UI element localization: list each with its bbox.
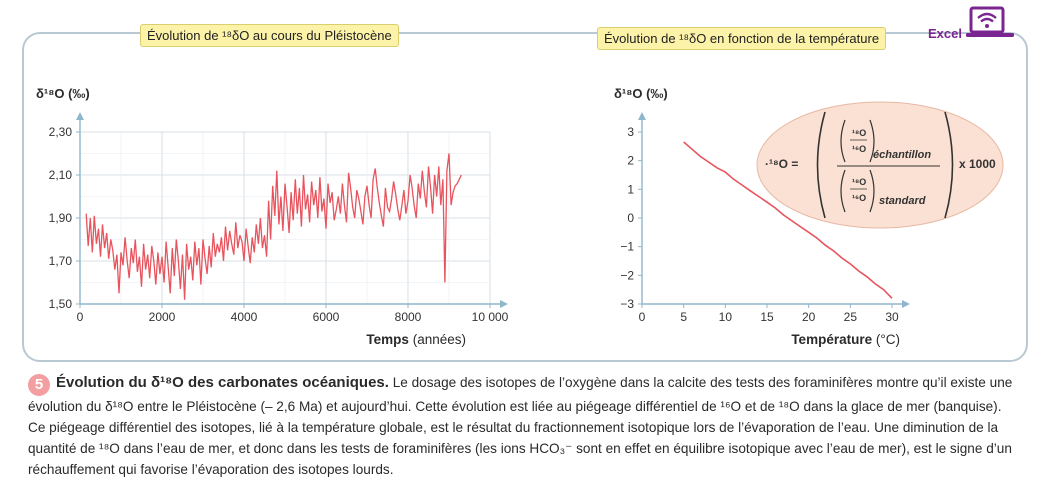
chart-2-x-tick-label: 5 (680, 310, 688, 324)
chart-1-y-tick-label: 1,70 (48, 254, 72, 268)
chart-1-x-axis-arrow (500, 300, 508, 308)
figure-number-badge: 5 (28, 374, 50, 396)
chart-2-x-tick-label: 0 (638, 310, 646, 324)
chart-2-y-tick-label: 1 (627, 182, 634, 197)
chart-1-x-tick-label: 10 000 (471, 310, 509, 324)
chart-1-series-line (86, 154, 461, 300)
chart-1-x-tick-label: 0 (76, 310, 84, 324)
formula-top-den: ¹⁶O (852, 144, 867, 154)
chart-1-y-tick-label: 1,90 (48, 211, 72, 225)
formula-bottom-den: ¹⁶O (852, 193, 867, 203)
formula-suffix: x 1000 (959, 157, 996, 171)
caption-body-1: Le dosage des isotopes de l’oxygène dans la calcite des tests des foraminifères montre qu’il existe une évolution du δ¹⁸O entre le Pléistocène (– 2,6 Ma) et aujourd’hui. Cette évolution est liée au piégeage différentiel de ¹⁶O et de ¹⁸O dans la glace de mer (banquise). Ce piégeage différentiel des isotopes, lié à la température globale, est le résultat du fractionnement isotopique lors de l’évaporation de l’eau. Une diminution de la quantité de ¹⁸O dans l’eau de mer, et donc dans les tests de foraminifères (les ions (28, 375, 1013, 456)
chart-1-ylabel: δ¹⁸O (‰) (36, 86, 90, 101)
chart-2-xlabel-group (791, 332, 900, 347)
chart-1-y-tick-label: 2,10 (48, 168, 72, 182)
chart-2-xlabel: Température (791, 332, 873, 347)
chart-2-x-axis-arrow (902, 300, 910, 308)
chart-1-title: Évolution de ¹⁸δO au cours du Pléistocène (140, 24, 399, 47)
chart-2-y-tick-label: 2 (627, 153, 634, 168)
formula-prefix: ·¹⁸O = (765, 157, 799, 171)
laptop-wifi-icon[interactable] (966, 6, 1016, 42)
chart-2-x-tick-label: 15 (760, 310, 774, 324)
chart-2-xlabel-unit: (°C) (875, 332, 900, 347)
caption-body-2: sont en effet en équilibre isotopique avec l’eau de mer), est le signe d’un réchauffement qui favorise l’évaporation des isotopes lourds. (28, 441, 1012, 477)
excel-label[interactable]: Excel (928, 26, 962, 41)
chart-2-y-axis-arrow (638, 112, 646, 120)
chart-1 (0, 20, 520, 350)
chart-1-y-axis-arrow (76, 112, 84, 120)
chart-2-title: Évolution de ¹⁸δO en fonction de la température (597, 27, 886, 50)
chart-1-xlabel-unit: (années) (412, 332, 466, 347)
chart-2-x-tick-label: 20 (801, 310, 816, 324)
chart-1-y-tick-label: 2,30 (48, 125, 72, 139)
chart-1-y-tick-label: 1,50 (48, 297, 72, 311)
formula-bubble (755, 100, 1005, 230)
chart-2-y-tick-label: −3 (620, 297, 634, 311)
chart-2-x-tick-label: 30 (885, 310, 899, 324)
chart-2-y-tick-label: 3 (627, 125, 634, 139)
caption-title: Évolution du δ¹⁸O des carbonates océaniques. (56, 374, 389, 391)
chart-1-x-tick-label: 2000 (148, 310, 176, 324)
formula-top-num: ¹⁸O (852, 128, 867, 138)
chart-1-xlabel-group (366, 332, 466, 347)
chart-1-x-tick-label: 4000 (230, 310, 258, 324)
formula-standard: standard (879, 195, 926, 207)
chart-2-x-tick-label: 25 (843, 310, 858, 324)
chart-2-y-tick-label: 0 (627, 211, 634, 225)
figure-caption (28, 372, 1018, 480)
chart-1-x-tick-label: 8000 (394, 310, 422, 324)
chart-2-y-tick-label: −1 (620, 239, 634, 254)
caption-ion: HCO₃⁻ (529, 441, 573, 456)
chart-1-x-tick-label: 6000 (312, 310, 340, 324)
chart-2-y-tick-label: −2 (620, 268, 634, 283)
chart-2-ylabel: δ¹⁸O (‰) (614, 86, 668, 101)
chart-2-x-tick-label: 10 (718, 310, 733, 324)
chart-1-xlabel: Temps (366, 332, 409, 347)
formula-sample: échantillon (873, 149, 932, 161)
formula-bottom-num: ¹⁸O (852, 177, 867, 187)
